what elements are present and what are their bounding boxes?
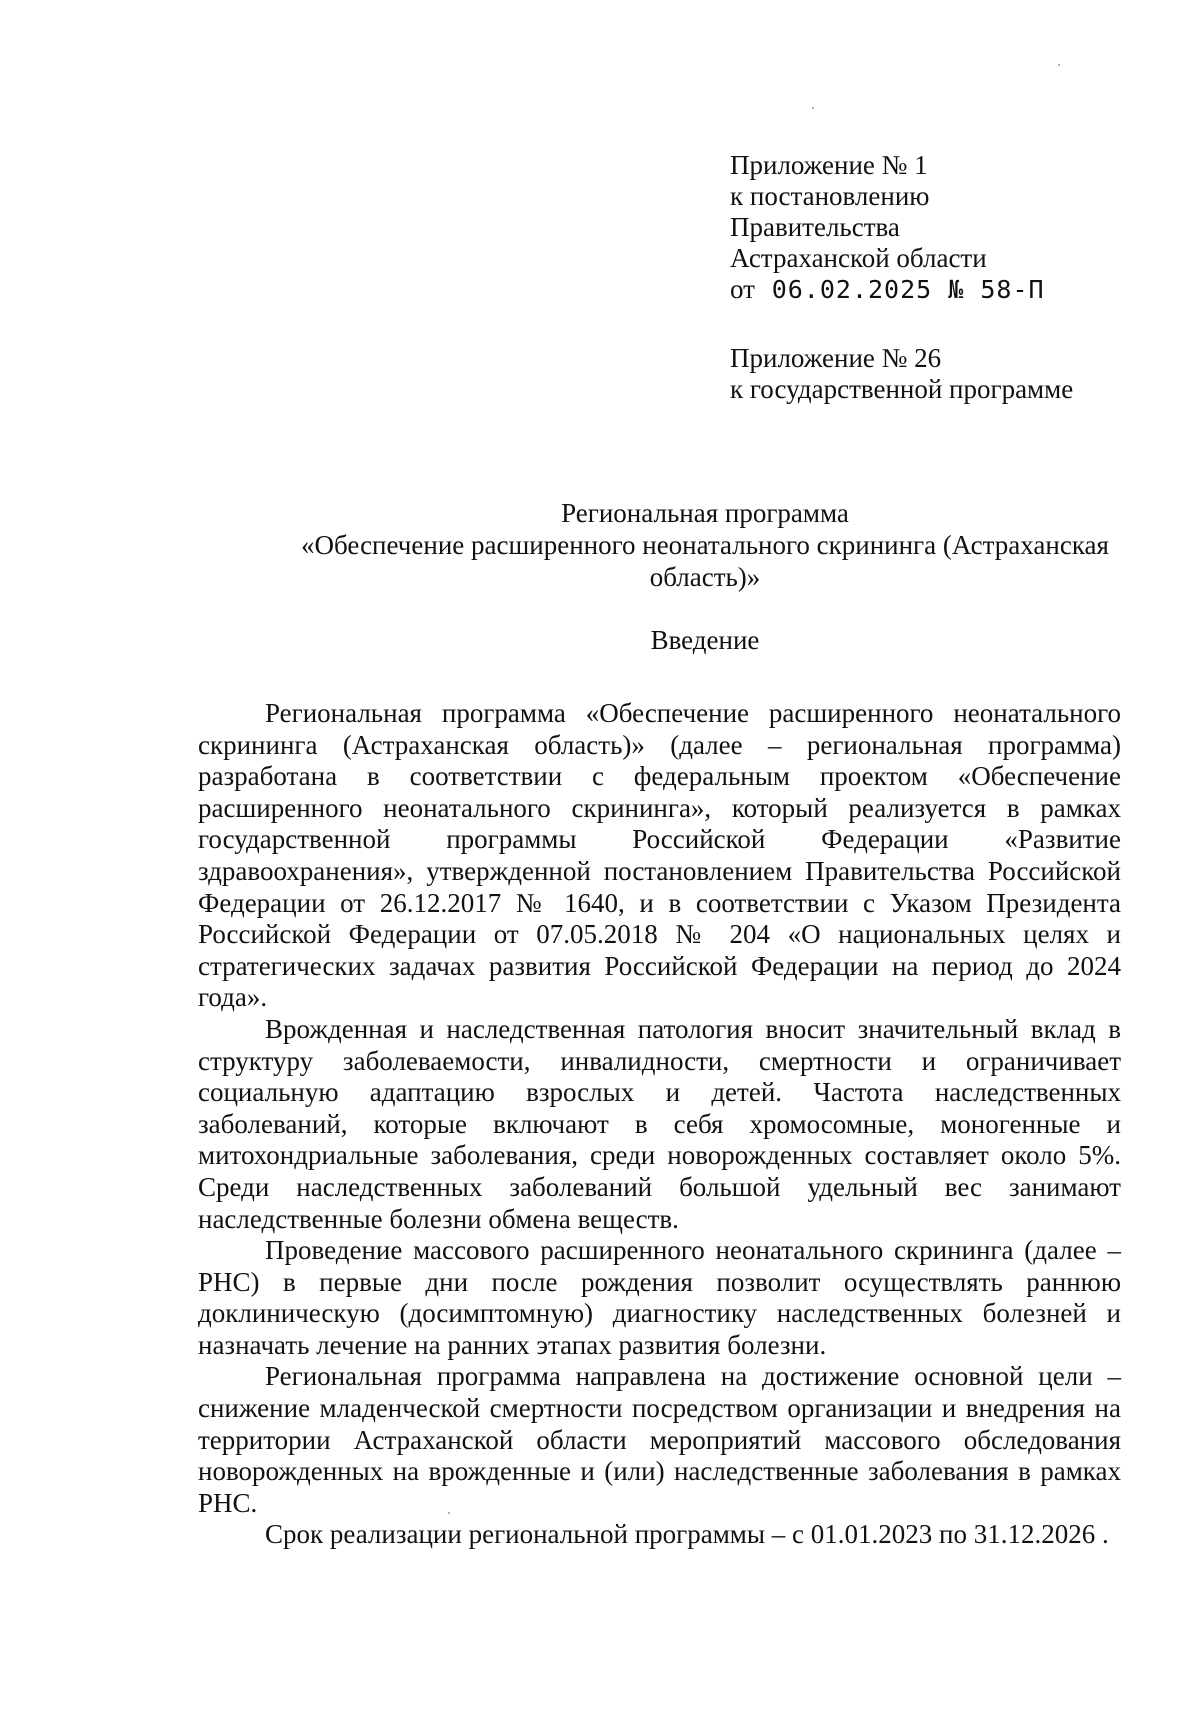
scan-speck [812, 107, 814, 109]
document-title [290, 497, 1120, 593]
attachment-1-date-line [730, 274, 1150, 305]
attachment-1-number: Приложение № 1 [730, 150, 928, 180]
attachment-1-region: Астраханской области [730, 243, 987, 273]
attachment-2-to-program: к государственной программе [730, 374, 1074, 404]
paragraph: Врожденная и наследственная патология вносит значительный вклад в структуру заболеваемости, инвалидности, смертности и ограничивает социальную адаптацию взрослых и детей. Частота наследственных заболеваний, которые включают в себя хромосомные, моногенные и митохондриальные заболевания, среди новорожденных составляет около 5%. Среди наследственных заболеваний большой удельный вес занимают наследственные болезни обмена веществ. [198, 1013, 1121, 1234]
paragraph: Проведение массового расширенного неонатального скрининга (далее – РНС) в первые дни после рождения позволит осуществлять раннюю доклиническую (досимптомную) диагностику наследственных болезней и назначать лечение на ранних этапах развития болезни. [198, 1235, 1121, 1360]
paragraph: Региональная программа «Обеспечение расширенного неонатального скрининга (Астраханская область)» (далее – региональная программа) разработана в соответствии с федеральным проектом «Обеспечение расширенного неонатального скрининга», который реализуется в рамках государственной программы Российской Федерации «Развитие здравоохранения», утвержденной постановлением Правительства Российской Федерации от 26.12.2017 № 1640, и в соответствии с Указом Президента Российской Федерации от 07.05.2018 № 204 «О национальных целях и стратегических задачах развития Российской Федерации на период до 2024 года». [198, 698, 1121, 1013]
attachment-2-number: Приложение № 26 [730, 343, 942, 373]
paragraph: Срок реализации региональной программы – с 01.01.2023 по 31.12.2026 . [265, 1519, 1109, 1550]
attachment-1-to-resolution: к постановлению [730, 181, 930, 211]
date-number-stamp: 06.02.2025 № 58-П [771, 275, 1045, 304]
body-text [198, 698, 1121, 1551]
attachment-header-2 [730, 343, 1150, 405]
title-line-2: «Обеспечение расширенного неонатального скрининга (Астраханская [301, 530, 1109, 560]
paragraph: Региональная программа направлена на достижение основной цели – снижение младенческой смертности посредством организации и внедрения на территории Астраханской области мероприятий массового обследования новорожденных на врожденные и (или) наследственные заболевания в рамках РНС. [198, 1361, 1121, 1518]
title-line-3: область)» [649, 562, 761, 592]
title-line-1: Региональная программа [561, 498, 849, 528]
attachment-1-government: Правительства [730, 212, 900, 242]
section-heading: Введение [650, 625, 760, 655]
scan-speck [448, 1512, 450, 1514]
date-prefix: от [730, 274, 755, 304]
scan-speck [1058, 64, 1060, 66]
attachment-header-1 [730, 150, 1150, 305]
